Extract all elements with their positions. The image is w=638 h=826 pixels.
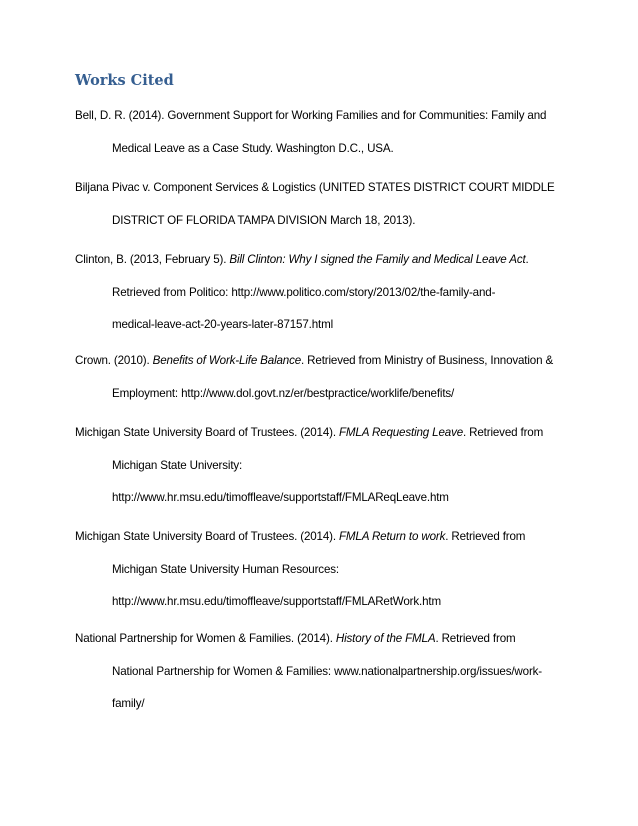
citation-bell-line-2: Medical Leave as a Case Study. Washington D.C., USA.: [112, 142, 394, 155]
citation-pivac-line-1: Biljana Pivac v. Component Services & Logistics (UNITED STATES DISTRICT COURT MIDDLE: [75, 181, 555, 194]
citation-msu-request-line-3: http://www.hr.msu.edu/timoffleave/supportstaff/FMLAReqLeave.htm: [112, 491, 449, 504]
citation-msu-request-post: . Retrieved from: [463, 426, 544, 439]
citation-npwf-post: . Retrieved from: [435, 632, 516, 645]
citation-clinton-line-1: [75, 253, 529, 266]
citation-clinton-line-2: Retrieved from Politico: http://www.politico.com/story/2013/02/the-family-and-: [112, 286, 496, 299]
citation-npwf-author: National Partnership for Women & Families. (2014).: [75, 632, 336, 645]
citation-clinton-title: Bill Clinton: Why I signed the Family and Medical Leave Act: [229, 253, 526, 266]
citation-msu-request-title: FMLA Requesting Leave: [338, 426, 464, 439]
citation-crown-author: Crown. (2010).: [75, 354, 153, 367]
citation-msu-request-line-1: [75, 426, 543, 439]
citation-npwf-line-3: family/: [112, 697, 145, 710]
citation-msu-return-line-3: http://www.hr.msu.edu/timoffleave/supportstaff/FMLARetWork.htm: [112, 595, 441, 608]
citation-pivac-line-2: DISTRICT OF FLORIDA TAMPA DIVISION March 18, 2013).: [112, 214, 416, 227]
citation-msu-request-line-2: Michigan State University:: [112, 459, 243, 472]
citation-bell-line-1: Bell, D. R. (2014). Government Support for Working Families and for Communities: Family and: [75, 109, 547, 122]
citation-msu-return-author: Michigan State University Board of Trustees. (2014).: [75, 530, 339, 543]
citation-msu-return-line-1: [75, 530, 525, 543]
citation-crown-post: . Retrieved from Ministry of Business, Innovation &: [301, 354, 554, 367]
citation-msu-request-author: Michigan State University Board of Trustees. (2014).: [75, 426, 339, 439]
citation-npwf-line-2: National Partnership for Women & Families: www.nationalpartnership.org/issues/work-: [112, 665, 543, 678]
citation-clinton-author: Clinton, B. (2013, February 5).: [75, 253, 230, 266]
citation-npwf-line-1: [75, 632, 516, 645]
citation-msu-return-title: FMLA Return to work: [338, 530, 446, 543]
page-title: Works Cited: [75, 72, 174, 89]
citation-crown-title: Benefits of Work-Life Balance: [152, 354, 302, 367]
citation-clinton-post: .: [525, 253, 529, 266]
citation-crown-line-1: [75, 354, 553, 367]
citation-msu-return-line-2: Michigan State University Human Resources:: [112, 563, 339, 576]
citation-npwf-title: History of the FMLA: [335, 632, 436, 645]
citation-clinton-line-3: medical-leave-act-20-years-later-87157.html: [112, 318, 334, 331]
citation-msu-return-post: . Retrieved from: [445, 530, 526, 543]
citation-crown-line-2: Employment: http://www.dol.govt.nz/er/bestpractice/worklife/benefits/: [112, 387, 455, 400]
